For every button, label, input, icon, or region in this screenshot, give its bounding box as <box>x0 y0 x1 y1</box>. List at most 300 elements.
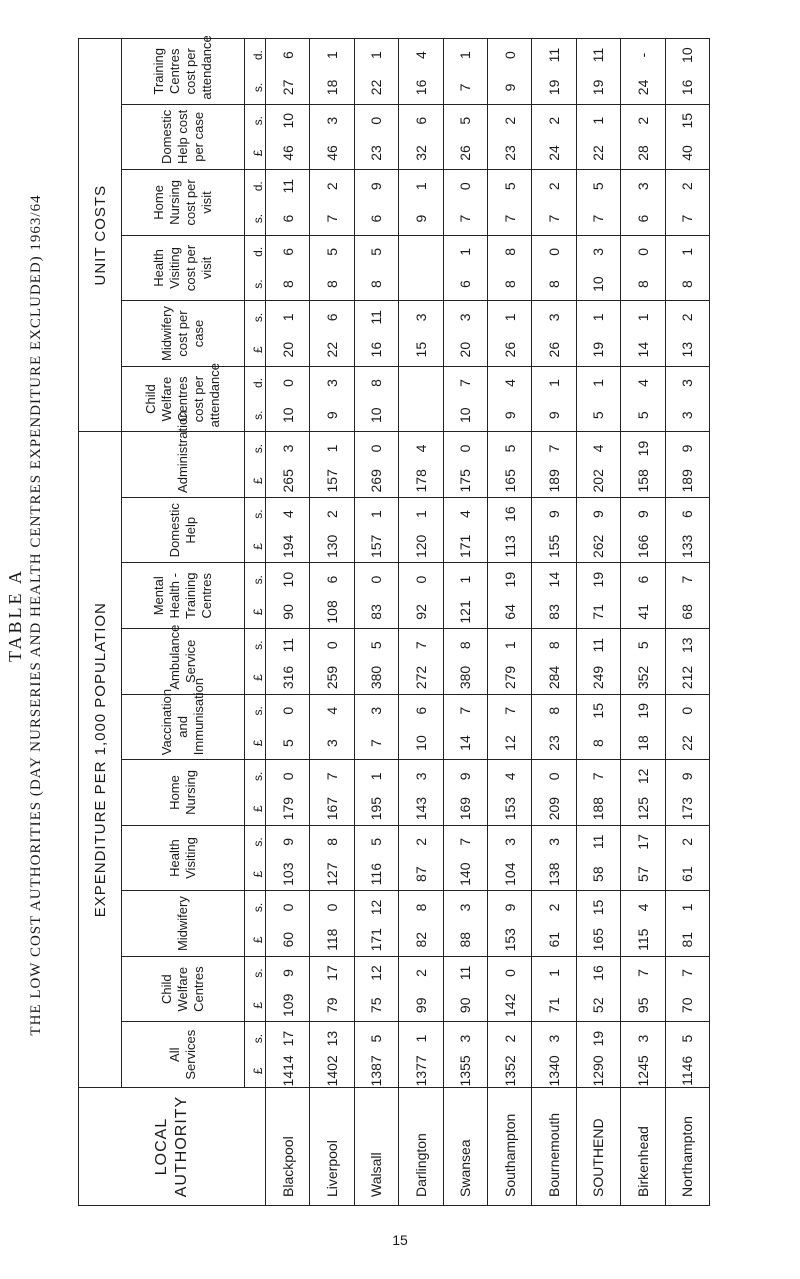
value-left: 16 <box>679 79 696 96</box>
value-right: 5 <box>457 116 474 125</box>
value-right: 7 <box>590 772 607 781</box>
value-left: 113 <box>501 535 518 558</box>
value-right: 5 <box>368 247 385 256</box>
value-left: 316 <box>279 665 296 690</box>
value-right: 1 <box>324 444 341 453</box>
value-right: 3 <box>412 313 429 322</box>
value-right: 1 <box>457 575 474 584</box>
value-left: 82 <box>412 931 429 948</box>
value-right: 16 <box>501 506 518 522</box>
value-left: 165 <box>501 469 518 493</box>
value-right: 1 <box>412 182 429 191</box>
value-left: 9 <box>501 83 518 92</box>
value-right: 1 <box>679 903 696 912</box>
unit-right: s. <box>251 116 265 126</box>
value-right: 6 <box>679 510 696 518</box>
value-cell <box>487 956 531 1022</box>
value-cell <box>266 629 310 695</box>
value-left: 173 <box>679 796 696 821</box>
value-right: 3 <box>457 313 474 322</box>
value-cell <box>487 432 531 498</box>
value-left: 130 <box>324 534 341 559</box>
column-header: Vaccination and Immunisation <box>122 694 245 760</box>
value-cell <box>310 760 354 826</box>
value-left: 116 <box>368 863 385 886</box>
value-right: 6 <box>634 575 651 584</box>
value-cell <box>354 301 398 367</box>
value-right: 7 <box>634 969 651 977</box>
column-unit-cell <box>245 170 266 236</box>
value-left: 8 <box>324 280 341 289</box>
value-left: 165 <box>590 928 607 952</box>
value-left: 68 <box>679 604 696 620</box>
value-right: 2 <box>679 313 696 322</box>
value-right: 9 <box>634 510 651 518</box>
value-left: 1414 <box>279 1055 296 1087</box>
value-left: 10 <box>368 407 385 424</box>
value-left: 166 <box>634 534 651 559</box>
unit-right: s. <box>251 771 265 781</box>
value-cell <box>354 891 398 957</box>
unit-left: £ <box>251 674 265 681</box>
value-left: 7 <box>457 83 474 92</box>
column-header: Domestic Help cost per case <box>122 104 245 170</box>
value-cell <box>399 825 443 891</box>
value-cell <box>266 760 310 826</box>
value-cell <box>576 891 620 957</box>
value-cell <box>576 1022 620 1088</box>
value-cell <box>487 170 531 236</box>
value-cell <box>310 629 354 695</box>
value-cell <box>621 432 665 498</box>
value-right: 10 <box>679 47 696 63</box>
value-cell <box>443 694 487 760</box>
value-left: 103 <box>279 862 296 886</box>
expenditure-group-header: EXPENDITURE PER 1,000 POPULATION <box>79 432 122 1088</box>
value-right: 0 <box>501 969 518 977</box>
value-left: 27 <box>279 79 296 96</box>
value-cell <box>443 825 487 891</box>
value-right: 4 <box>457 510 474 518</box>
value-cell <box>487 629 531 695</box>
value-cell <box>399 39 443 105</box>
value-left: 1377 <box>412 1055 429 1087</box>
value-left: 8 <box>368 280 385 289</box>
value-cell <box>532 432 576 498</box>
value-left: 167 <box>324 796 341 821</box>
column-header: Midwifery <box>122 891 245 957</box>
unit-left: s. <box>251 410 265 420</box>
value-cell <box>354 366 398 432</box>
value-right: 7 <box>679 969 696 977</box>
value-left: 14 <box>457 735 474 751</box>
value-cell <box>665 891 709 957</box>
value-left: 7 <box>368 739 385 747</box>
value-left: 1290 <box>590 1055 607 1087</box>
value-left: 57 <box>634 866 651 882</box>
value-cell <box>621 235 665 301</box>
value-cell <box>487 760 531 826</box>
value-right: 10 <box>279 112 296 129</box>
value-right: 0 <box>279 706 296 715</box>
page-number: 15 <box>392 1232 408 1248</box>
value-left: 90 <box>279 604 296 620</box>
value-cell <box>443 301 487 367</box>
unit-right: s. <box>251 640 265 650</box>
value-cell <box>399 497 443 563</box>
value-left: 8 <box>501 280 518 289</box>
value-left: 171 <box>368 928 385 952</box>
value-left: 40 <box>679 145 696 161</box>
value-cell <box>621 301 665 367</box>
table-row <box>399 39 443 1206</box>
value-left: 99 <box>412 997 429 1014</box>
value-cell <box>665 694 709 760</box>
value-right: 4 <box>501 379 518 387</box>
value-cell <box>621 760 665 826</box>
value-left: 18 <box>634 735 651 751</box>
value-cell <box>399 760 443 826</box>
table-row <box>487 39 531 1206</box>
value-right: 7 <box>501 706 518 715</box>
value-right: 1 <box>324 51 341 60</box>
value-right: 9 <box>279 969 296 977</box>
value-left: 272 <box>412 665 429 690</box>
value-cell <box>443 39 487 105</box>
value-right: 8 <box>368 379 385 387</box>
value-cell <box>399 366 443 432</box>
value-right: 2 <box>412 838 429 846</box>
value-left: 7 <box>324 214 341 223</box>
value-cell <box>576 694 620 760</box>
value-cell <box>532 235 576 301</box>
value-left: 155 <box>546 534 563 559</box>
value-left: 6 <box>368 214 385 223</box>
value-right: 0 <box>279 903 296 912</box>
unit-right: s. <box>251 902 265 913</box>
value-right: 2 <box>546 182 563 191</box>
value-left: 70 <box>679 997 696 1014</box>
value-right: 9 <box>546 510 563 518</box>
value-right: 0 <box>501 51 518 60</box>
value-cell <box>665 956 709 1022</box>
value-right: 9 <box>679 444 696 453</box>
value-cell <box>665 432 709 498</box>
value-cell <box>576 432 620 498</box>
value-left: 1245 <box>634 1055 651 1087</box>
value-left: 71 <box>590 604 607 620</box>
value-cell <box>576 760 620 826</box>
value-cell <box>310 956 354 1022</box>
value-cell <box>576 956 620 1022</box>
value-cell <box>576 825 620 891</box>
value-left: 179 <box>279 796 296 821</box>
value-right: 1 <box>590 379 607 387</box>
value-left: 22 <box>368 79 385 96</box>
value-right: 8 <box>324 838 341 846</box>
value-right: 1 <box>368 51 385 60</box>
value-cell <box>443 891 487 957</box>
value-right: 2 <box>679 182 696 191</box>
value-left: 71 <box>546 997 563 1014</box>
value-cell <box>310 1022 354 1088</box>
unit-right: s. <box>251 706 265 716</box>
value-right: 4 <box>634 903 651 912</box>
value-cell <box>487 891 531 957</box>
unit-right: d. <box>251 377 265 388</box>
value-right: 6 <box>412 116 429 125</box>
unit-right: s. <box>251 1033 265 1044</box>
value-right: 9 <box>368 182 385 191</box>
value-right: 2 <box>546 903 563 912</box>
authority-name: Liverpool <box>310 1088 354 1206</box>
unit-right: d. <box>251 50 265 61</box>
value-cell <box>266 497 310 563</box>
value-left: 142 <box>501 993 518 1017</box>
value-left: 14 <box>634 341 651 358</box>
value-left: 22 <box>679 735 696 751</box>
value-right: 6 <box>324 575 341 584</box>
value-left: 46 <box>279 145 296 161</box>
value-left: 140 <box>457 862 474 886</box>
value-right: 0 <box>546 772 563 781</box>
value-right: 2 <box>546 116 563 125</box>
value-cell <box>621 1022 665 1088</box>
value-cell <box>532 366 576 432</box>
value-left: 23 <box>501 145 518 161</box>
value-left: 88 <box>457 931 474 948</box>
value-right: 5 <box>634 641 651 650</box>
value-right: 3 <box>324 116 341 125</box>
value-right: 0 <box>634 247 651 256</box>
value-cell <box>443 104 487 170</box>
value-left: 26 <box>546 341 563 358</box>
authority-name: Swansea <box>443 1088 487 1206</box>
value-left: 157 <box>368 534 385 559</box>
value-right: 9 <box>457 772 474 781</box>
value-right: 2 <box>324 510 341 518</box>
value-cell <box>532 563 576 629</box>
value-left: 153 <box>501 928 518 952</box>
rotated-table-container <box>78 35 710 1206</box>
value-right: 3 <box>546 1034 563 1043</box>
value-cell <box>532 497 576 563</box>
value-cell <box>576 104 620 170</box>
value-left: 380 <box>457 665 474 690</box>
value-cell <box>399 629 443 695</box>
column-header: Child Welfare Centres <box>122 956 245 1022</box>
column-header: Health Visiting cost per visit <box>122 235 245 301</box>
value-cell <box>621 563 665 629</box>
value-cell <box>532 825 576 891</box>
unit-costs-group-header: UNIT COSTS <box>79 39 122 432</box>
value-right: 2 <box>324 182 341 191</box>
value-cell <box>665 629 709 695</box>
value-right: 1 <box>590 313 607 322</box>
value-left: 3 <box>324 739 341 747</box>
value-cell <box>399 956 443 1022</box>
value-left: 1355 <box>457 1055 474 1087</box>
value-left: 380 <box>368 665 385 690</box>
value-cell <box>532 301 576 367</box>
value-cell <box>310 432 354 498</box>
value-cell <box>310 694 354 760</box>
value-left: 6 <box>457 280 474 289</box>
value-cell <box>576 563 620 629</box>
value-cell <box>665 104 709 170</box>
value-left: 133 <box>679 534 696 559</box>
value-cell <box>487 825 531 891</box>
value-left: 194 <box>279 534 296 559</box>
column-unit-cell <box>245 104 266 170</box>
table-row <box>354 39 398 1206</box>
value-cell <box>443 956 487 1022</box>
value-cell <box>532 1022 576 1088</box>
value-cell <box>665 497 709 563</box>
value-right: 8 <box>501 247 518 256</box>
value-left: 60 <box>279 931 296 948</box>
authority-name: Blackpool <box>266 1088 310 1206</box>
value-left: 104 <box>501 862 518 886</box>
value-right: 9 <box>679 772 696 781</box>
value-right: 7 <box>679 575 696 584</box>
value-left: 23 <box>368 145 385 161</box>
value-left: 58 <box>590 866 607 882</box>
value-right: 0 <box>368 444 385 453</box>
value-cell <box>532 39 576 105</box>
value-left: 81 <box>679 931 696 948</box>
value-cell <box>443 366 487 432</box>
value-cell <box>266 104 310 170</box>
value-right: 6 <box>412 706 429 715</box>
value-left: 9 <box>501 411 518 420</box>
value-right: 2 <box>634 116 651 125</box>
value-right: 1 <box>501 641 518 650</box>
value-left: 10 <box>279 407 296 424</box>
value-left: 7 <box>457 214 474 223</box>
column-unit-cell <box>245 432 266 498</box>
value-cell <box>487 497 531 563</box>
value-cell <box>532 956 576 1022</box>
column-unit-cell <box>245 694 266 760</box>
value-left: 22 <box>590 145 607 161</box>
table-row <box>665 39 709 1206</box>
value-left: 16 <box>368 341 385 358</box>
column-header: Domestic Help <box>122 497 245 563</box>
value-left: 87 <box>412 866 429 882</box>
value-left: 8 <box>590 739 607 747</box>
value-left: 19 <box>546 79 563 96</box>
value-left: 138 <box>546 862 563 886</box>
value-cell <box>266 39 310 105</box>
value-left: 79 <box>324 997 341 1014</box>
value-cell <box>266 956 310 1022</box>
value-cell <box>443 170 487 236</box>
unit-left: £ <box>251 149 265 157</box>
value-left: 61 <box>546 931 563 948</box>
value-cell <box>621 629 665 695</box>
value-left: 262 <box>590 534 607 559</box>
column-unit-cell <box>245 1022 266 1088</box>
value-right: 5 <box>368 838 385 846</box>
column-header: All Services <box>122 1022 245 1088</box>
value-left: 153 <box>501 796 518 821</box>
value-right: 1 <box>634 313 651 322</box>
value-left: 28 <box>634 145 651 161</box>
value-left: 1352 <box>501 1055 518 1087</box>
value-left: 19 <box>590 341 607 358</box>
value-left: 189 <box>546 469 563 493</box>
column-header: Home Nursing cost per visit <box>122 170 245 236</box>
value-right: 11 <box>546 47 563 63</box>
value-right: 13 <box>679 637 696 653</box>
column-header: Training Centres cost per attendance <box>122 39 245 105</box>
unit-left: s. <box>251 213 265 224</box>
value-left: 22 <box>324 341 341 358</box>
value-right: 12 <box>634 768 651 785</box>
authority-name: Southampton <box>487 1088 531 1206</box>
value-left: 157 <box>324 469 341 493</box>
unit-left: £ <box>251 870 265 878</box>
column-header: Home Nursing <box>122 760 245 826</box>
value-right: 0 <box>324 903 341 912</box>
value-left: 41 <box>634 604 651 620</box>
column-unit-cell <box>245 760 266 826</box>
value-right: 1 <box>279 313 296 322</box>
value-left: 95 <box>634 997 651 1014</box>
local-authority-header: LOCAL AUTHORITY <box>79 1088 266 1206</box>
value-cell <box>665 39 709 105</box>
value-left: 352 <box>634 665 651 690</box>
value-left: 20 <box>457 341 474 358</box>
value-cell <box>354 956 398 1022</box>
value-cell <box>443 629 487 695</box>
value-right: 5 <box>590 182 607 191</box>
value-right: 3 <box>368 706 385 715</box>
value-left: 7 <box>501 214 518 223</box>
value-left: 6 <box>634 214 651 223</box>
table-row <box>532 39 576 1206</box>
value-cell <box>399 170 443 236</box>
value-left: 92 <box>412 604 429 620</box>
value-cell <box>443 497 487 563</box>
value-cell <box>354 629 398 695</box>
value-right: 4 <box>412 51 429 60</box>
value-cell <box>399 1022 443 1088</box>
unit-right: d. <box>251 246 265 257</box>
value-cell <box>487 104 531 170</box>
value-left: 108 <box>324 600 341 624</box>
value-cell <box>354 170 398 236</box>
value-cell <box>310 301 354 367</box>
value-right: 15 <box>590 702 607 719</box>
unit-right: s. <box>251 968 265 978</box>
value-right: 7 <box>457 379 474 387</box>
value-right: 9 <box>279 838 296 846</box>
column-unit-cell <box>245 563 266 629</box>
value-right: 0 <box>368 116 385 125</box>
value-left: 7 <box>590 214 607 223</box>
value-right: 1 <box>412 510 429 518</box>
value-right: 3 <box>324 379 341 387</box>
value-left: 8 <box>279 280 296 289</box>
value-cell <box>487 694 531 760</box>
value-cell <box>576 366 620 432</box>
value-cell <box>621 497 665 563</box>
value-right: - <box>634 52 651 58</box>
value-cell <box>665 825 709 891</box>
value-left: 61 <box>679 866 696 882</box>
